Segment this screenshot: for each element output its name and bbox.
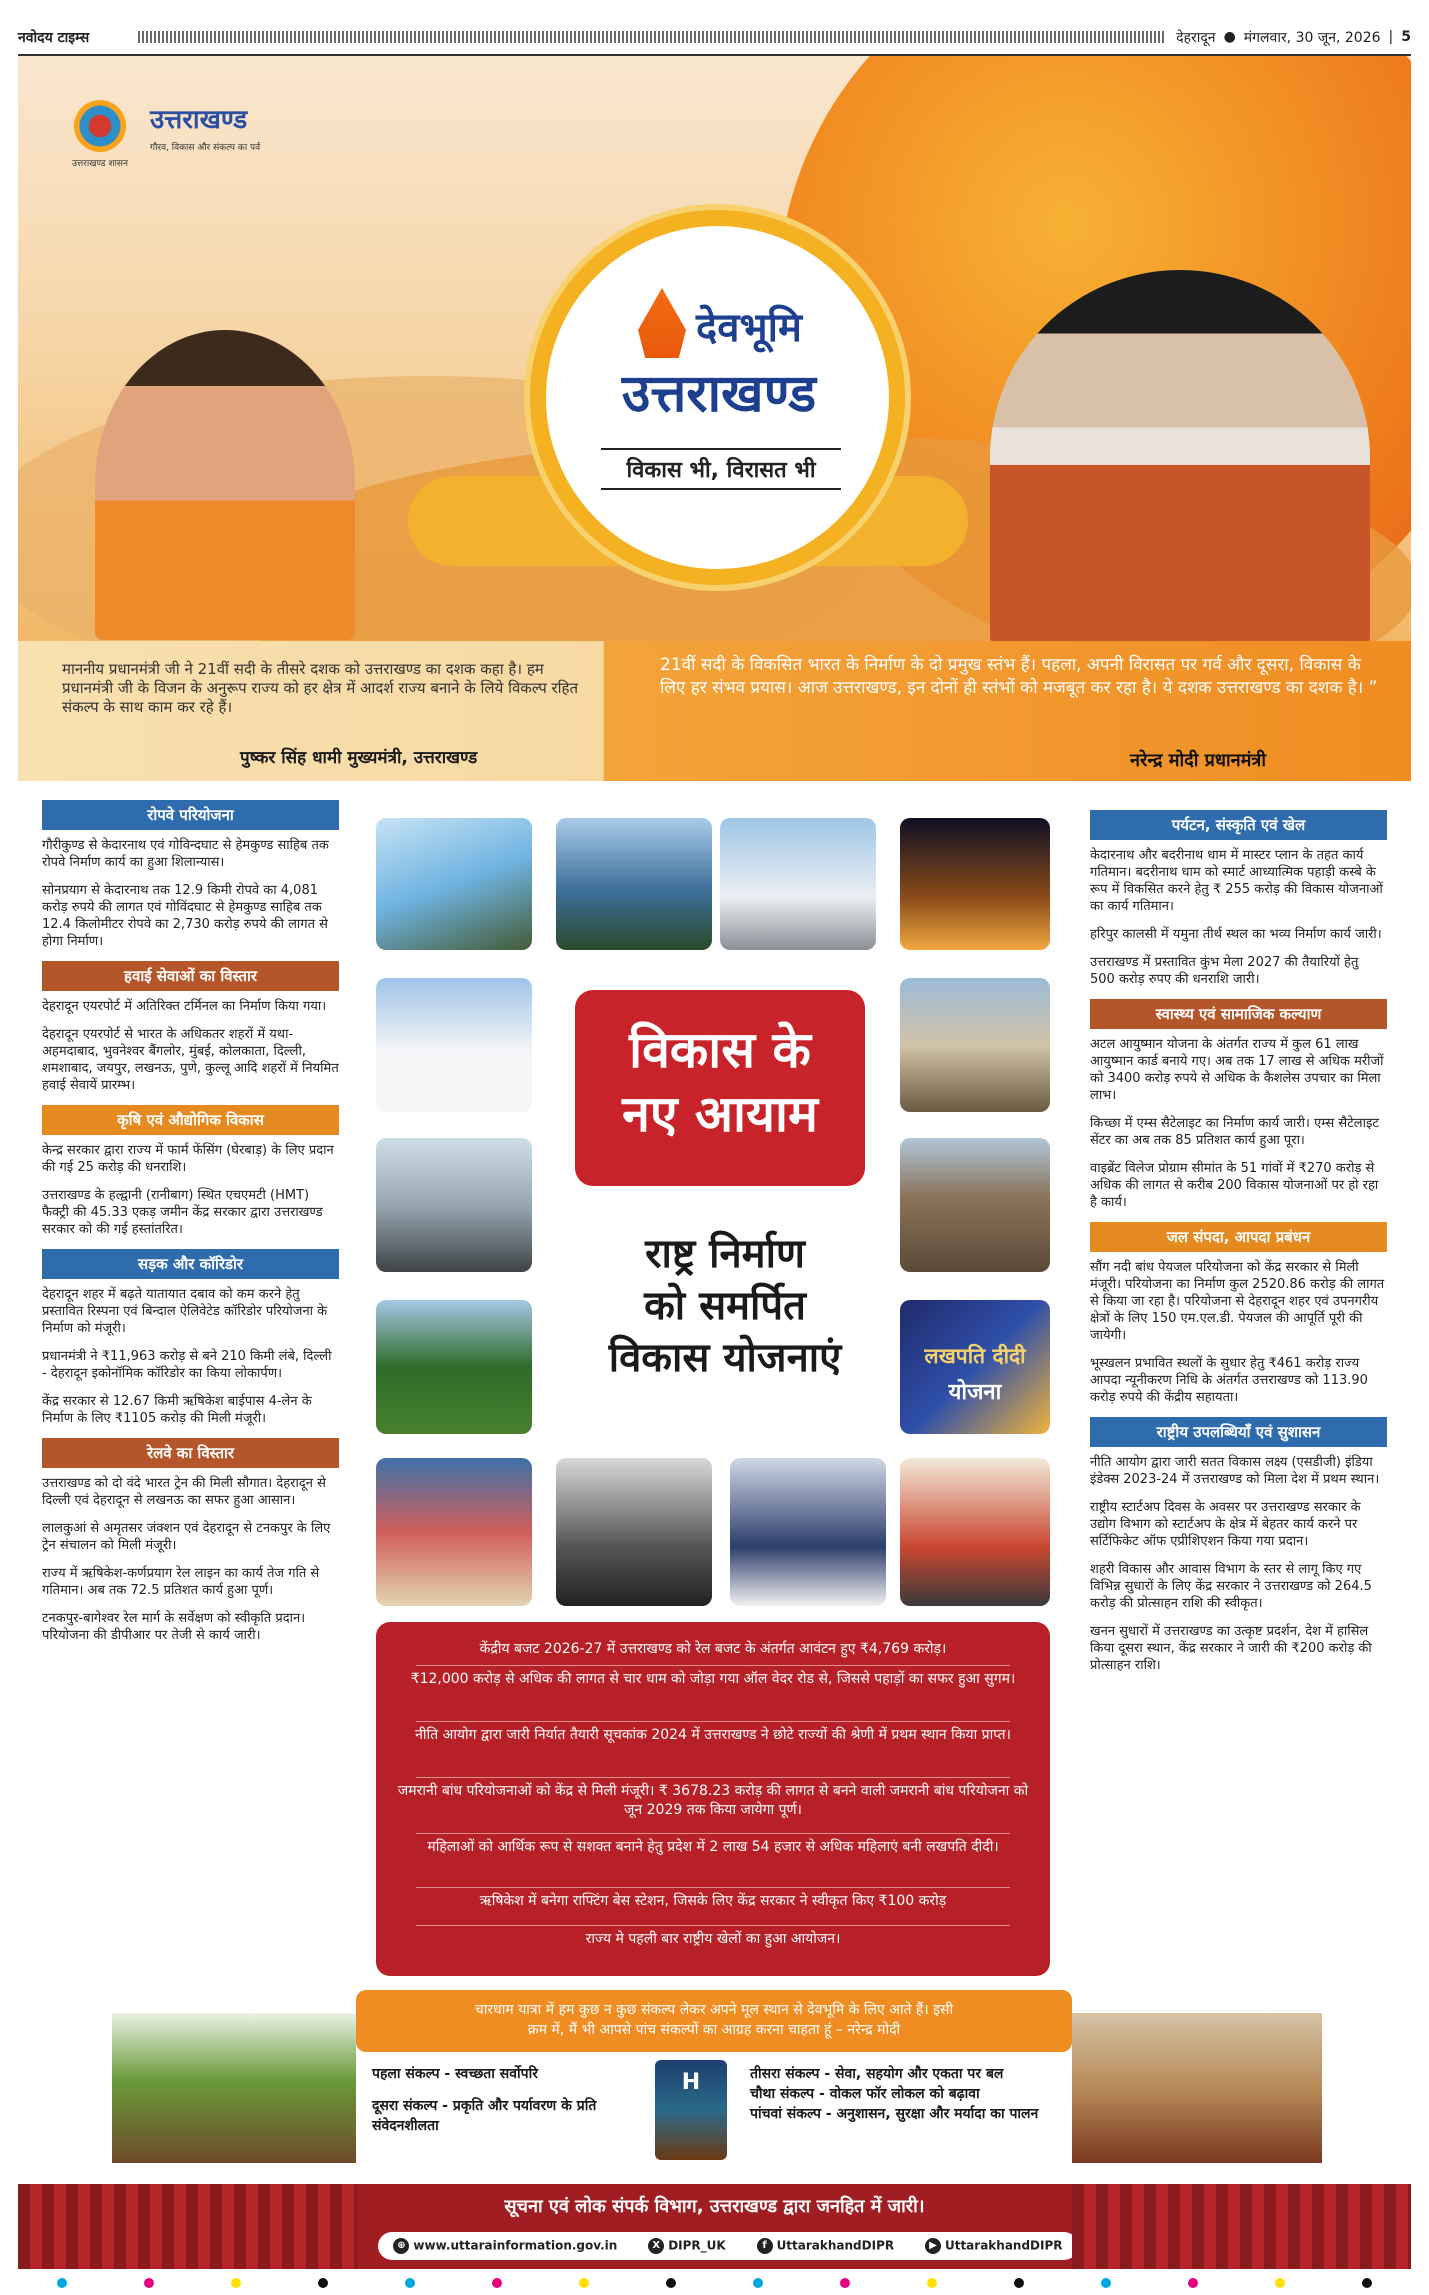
lakhpati-title: लखपति दीदी [924, 1344, 1026, 1368]
section-heading: रोपवे परियोजना [42, 800, 339, 830]
film-camera-photo [556, 1458, 712, 1606]
highlight-item: ऋषिकेश में बनेगा राफ्टिंग बेस स्टेशन, जिसके लिए केंद्र सरकार ने स्वीकृत किए ₹100 करोड़ [479, 1893, 947, 1909]
footer-pattern-left [18, 2184, 358, 2269]
section-paragraph: राज्य में ऋषिकेश-कर्णप्रयाग रेल लाइन का कार्य तेज गति से गतिमान। अब तक 72.5 प्रतिशत कार्य हुआ पूर्ण। [42, 1566, 320, 1598]
vikas-line2: नए आयाम [622, 1085, 818, 1143]
rashtra-headline [580, 1228, 870, 1384]
sankalp-2: दूसरा संकल्प - प्रकृति और पर्यावरण के प्रति संवेदनशीलता [372, 2098, 597, 2134]
farm-photo [376, 1300, 532, 1434]
sankalp-intro [356, 1990, 1072, 2052]
vande-bharat-train-photo [900, 1458, 1050, 1606]
x-link[interactable] [648, 2238, 726, 2254]
cm-signature: पुष्कर सिंह धामी मुख्यमंत्री, उत्तराखण्ड [240, 748, 478, 768]
temple-icon [638, 288, 686, 358]
kedarnath-photo [900, 978, 1050, 1112]
section-paragraph: वाइब्रेंट विलेज प्रोग्राम सीमांत के 51 गांवों में ₹270 करोड़ से अधिक की लागत से करीब 200 विकास योजनाओं पर हो रहा है कार्य। [1090, 1161, 1379, 1210]
planting-photo [112, 2013, 356, 2163]
rashtra-line1: राष्ट्र निर्माण [645, 1231, 805, 1277]
lakhpati-didi-label [900, 1300, 1050, 1434]
footer-pattern-right [1072, 2184, 1411, 2269]
gov-logo [60, 100, 140, 180]
facebook-handle: UttarakhandDIPR [776, 2238, 895, 2253]
section-paragraph: किच्छा में एम्स सैटेलाइट का निर्माण कार्य जारी। एम्स सैटेलाइट सेंटर का अब तक 85 प्रतिशत कार्य हुआ पूरा। [1090, 1116, 1379, 1148]
section-paragraph: उत्तराखण्ड में प्रस्तावित कुंभ मेला 2027 की तैयारियों हेतु 500 करोड़ रुपए की धनराशि जारी। [1090, 955, 1359, 987]
masthead [18, 22, 1411, 52]
sankalp-1: पहला संकल्प - स्वच्छता सर्वोपरि [372, 2066, 538, 2082]
section-paragraph: उत्तराखण्ड को दो वंदे भारत ट्रेन की मिली सौगात। देहरादून से दिल्ली एवं देहरादून से लखनऊ का सफर हुआ आसान। [42, 1476, 326, 1508]
hospital-photo [720, 818, 876, 950]
section-heading: सड़क और कॉरिडोर [42, 1249, 339, 1279]
globe-icon: ⊕ [393, 2238, 409, 2254]
section-paragraph: टनकपुर-बागेश्वर रेल मार्ग के सर्वेक्षण को स्वीकृति प्रदान। परियोजना की डीपीआर पर तेजी से कार्य जारी। [42, 1611, 306, 1643]
masthead-date: मंगलवार, 30 जून, 2026 [1243, 29, 1381, 46]
website-link[interactable] [393, 2238, 617, 2254]
website-text: www.uttarainformation.gov.in [413, 2238, 618, 2253]
pilgrims-photo [1072, 2013, 1322, 2163]
dot-separator: ● [1223, 29, 1236, 45]
page-number: 5 [1401, 29, 1411, 45]
facebook-link[interactable] [757, 2238, 895, 2254]
section-paragraph: खनन सुधारों में उत्तराखण्ड का उत्कृष्ट प्रदर्शन, देश में हासिल किया दूसरा स्थान, केंद्र सरकार ने जारी की ₹200 करोड़ की प्रोत्साहन राशि। [1090, 1624, 1372, 1673]
section-paragraph: उत्तराखण्ड के हल्द्वानी (रानीबाग) स्थित एचएमटी (HMT) फैक्ट्री की 45.33 एकड़ जमीन केंद्र सरकार द्वारा उत्तराखण्ड सरकार को की गई हस्तांतरित। [42, 1188, 323, 1237]
youtube-link[interactable] [925, 2238, 1063, 2254]
section-paragraph: सोनप्रयाग से केदारनाथ तक 12.9 किमी रोपवे का 4,081 करोड़ रुपये की लागत एवं गोविंदघाट से हेमकुण्ड साहिब तक 12.4 किलोमीटर रोपवे का 2,730 करोड़ रुपये की लागत से होगा निर्माण। [42, 883, 328, 949]
lakhpati-subtitle: योजना [948, 1380, 1002, 1405]
section-paragraph: केदारनाथ और बदरीनाथ धाम में मास्टर प्लान के तहत कार्य गतिमान। बदरीनाथ धाम को स्मार्ट आध्यात्मिक पहाड़ी कस्बे के रूप में विकसित करने हेतु ₹ 255 करोड़ की विकास योजनाओं का कार्य गतिमान। [1090, 848, 1383, 914]
highlight-divider [416, 1777, 1010, 1778]
right-column [1090, 810, 1387, 1685]
section-paragraph: सौंग नदी बांध पेयजल परियोजना को केंद्र सरकार से मिली मंजूरी। परियोजना का निर्माण कुल 2520.86 करोड़ की लागत से किया जा रहा है। परियोजना से देहरादून शहर एवं उपनगरीय क्षेत्रों के लिए 150 एम.एल.डी. पेयजल की आपूर्ति पूरी की जायेगी। [1090, 1260, 1385, 1343]
vikas-headline [575, 990, 865, 1186]
product-label: H [681, 2070, 701, 2095]
sankalp-4: चौथा संकल्प - वोकल फॉर लोकल को बढ़ावा [750, 2086, 980, 2102]
highlight-divider [416, 1833, 1010, 1834]
section-heading: पर्यटन, संस्कृति एवं खेल [1090, 810, 1387, 840]
skiing-photo [376, 978, 532, 1112]
section-paragraph: गौरीकुण्ड से केदारनाथ एवं गोविन्दघाट से हेमकुण्ड साहिब तक रोपवे निर्माण कार्य का हुआ शिलान्यास। [42, 838, 329, 870]
highlight-item: केंद्रीय बजट 2026-27 में उत्तराखण्ड को रेल बजट के अंतर्गत आवंटन हुए ₹4,769 करोड़। [479, 1641, 947, 1657]
facebook-icon: f [757, 2238, 773, 2254]
prime-minister-photo [990, 270, 1370, 645]
highlight-divider [416, 1665, 1010, 1666]
highlight-divider [416, 1925, 1010, 1926]
sankalp-intro-line2: क्रम में, मैं भी आपसे पांच संकल्पों का आग्रह करना चाहता हूं – नरेन्द्र मोदी [527, 2022, 901, 2038]
x-icon: X [648, 2238, 664, 2254]
section-paragraph: राष्ट्रीय स्टार्टअप दिवस के अवसर पर उत्तराखण्ड सरकार के उद्योग विभाग को स्टार्टअप के क्षेत्र में बेहतर कार्य करने पर सर्टिफिकेट ऑफ एप्रीशिएशन किया गया प्रदान। [1090, 1500, 1361, 1549]
highway-photo [376, 1138, 532, 1272]
lake-photo [556, 818, 712, 950]
section-heading: हवाई सेवाओं का विस्तार [42, 961, 339, 991]
section-paragraph: लालकुआं से अमृतसर जंक्शन एवं देहरादून से टनकपुर के लिए ट्रेन संचालन को मिली मंजूरी। [42, 1521, 331, 1553]
pm-quote: 21वीं सदी के विकसित भारत के निर्माण के दो प्रमुख स्तंभ हैं। पहला, अपनी विरासत पर गर्व और दूसरा, विकास के लिए हर संभव प्रयास। आज उत्तराखण्ड, इन दोनों ही स्तंभों को मजबूत कर रहा है। ये दशक उत्तराखण्ड का दशक है। ” [660, 655, 1378, 698]
highlight-item: महिलाओं को आर्थिक रूप से सशक्त बनाने हेतु प्रदेश में 2 लाख 54 हजार से अधिक महिलाएं बनी लखपति दीदी। [427, 1839, 999, 1855]
section-paragraph: देहरादून शहर में बढ़ते यातायात दबाव को कम करने हेतु प्रस्तावित रिस्पना एवं बिन्दाल ऐलिवेटेड कॉरिडोर परियोजना के निर्माण को मंजूरी। [42, 1287, 328, 1336]
hero-tagline: विकास भी, विरासत भी [601, 448, 841, 490]
rashtra-line2: को समर्पित [644, 1283, 806, 1329]
chief-minister-photo [95, 330, 355, 640]
highlight-divider [416, 1721, 1010, 1722]
section-heading: कृषि एवं औद्योगिक विकास [42, 1105, 339, 1135]
sankalp-intro-line1: चारधाम यात्रा में हम कुछ न कुछ संकल्प लेकर अपने मूल स्थान से देवभूमि के लिए आते हैं। इसी [474, 2002, 954, 2018]
youth-photo [730, 1458, 886, 1606]
section-paragraph: देहरादून एयरपोर्ट में अतिरिक्त टर्मिनल का निर्माण किया गया। [42, 999, 327, 1014]
highlight-divider [416, 1887, 1010, 1888]
local-product-image [655, 2060, 727, 2160]
sankalp-list-left [372, 2064, 647, 2136]
brand-wordmark: उत्तराखण्ड [150, 105, 248, 135]
wrestling-photo [376, 1458, 532, 1606]
section-heading: रेलवे का विस्तार [42, 1438, 339, 1468]
masthead-city: देहरादून [1176, 29, 1216, 46]
section-paragraph: केंद्र सरकार से 12.67 किमी ऋषिकेश बाईपास 4-लेन के निर्माण के लिए ₹1105 करोड़ की मिली मंजूरी। [42, 1394, 312, 1426]
youtube-handle: UttarakhandDIPR [944, 2238, 1063, 2253]
vikas-line1: विकास के [629, 1021, 811, 1079]
section-heading: जल संपदा, आपदा प्रबंधन [1090, 1222, 1387, 1252]
left-column [42, 800, 339, 1655]
section-paragraph: अटल आयुष्मान योजना के अंतर्गत राज्य में कुल 61 लाख आयुष्मान कार्ड बनाये गए। अब तक 17 लाख से अधिक मरीजों को 3400 करोड़ रुपये से अधिक के कैशलेस उपचार का मिला लाभ। [1090, 1037, 1384, 1103]
sankalp-3: तीसरा संकल्प - सेवा, सहयोग और एकता पर बल [750, 2066, 1004, 2082]
state-emblem-icon [74, 100, 126, 152]
pipe-separator: | [1388, 29, 1394, 45]
section-paragraph: नीति आयोग द्वारा जारी सतत विकास लक्ष्य (एसडीजी) इंडिया इंडेक्स 2023-24 में उत्तराखण्ड को मिला देश में प्रथम स्थान। [1090, 1455, 1380, 1487]
hero-title-line2: उत्तराखण्ड [621, 364, 817, 424]
brand-logo [150, 100, 330, 180]
section-paragraph: हरिपुर कालसी में यमुना तीर्थ स्थल का भव्य निर्माण कार्य जारी। [1090, 927, 1382, 942]
highlight-item: ₹12,000 करोड़ से अधिक की लागत से चार धाम को जोड़ा गया ऑल वेदर रोड से, जिससे पहाड़ों का सफर हुआ सुगम। [410, 1671, 1016, 1687]
youtube-icon: ▶ [925, 2238, 941, 2254]
highlight-item: नीति आयोग द्वारा जारी निर्यात तैयारी सूचकांक 2024 में उत्तराखण्ड ने छोटे राज्यों की श्रेणी में प्रथम स्थान किया प्राप्त। [415, 1727, 1011, 1743]
hero-emblem [530, 210, 905, 585]
paper-name: नवोदय टाइम्स [18, 29, 90, 46]
footer-links [378, 2232, 1078, 2260]
section-paragraph: शहरी विकास और आवास विभाग के स्तर से लागू किए गए विभिन्न सुधारों के लिए केंद्र सरकार ने उत्तराखण्ड को 264.5 करोड़ की प्रोत्साहन राशि की स्वीकृत। [1090, 1562, 1372, 1611]
section-paragraph: केन्द्र सरकार द्वारा राज्य में फार्म फेंसिंग (घेरबाड़) के लिए प्रदान की गई 25 करोड़ की धनराशि। [42, 1143, 334, 1175]
highlights-box [376, 1622, 1050, 1976]
sankalp-list-right [750, 2064, 1070, 2124]
x-handle: DIPR_UK [668, 2238, 726, 2253]
aarti-photo [900, 818, 1050, 950]
temple-photo [900, 1138, 1050, 1272]
pm-signature: नरेन्द्र मोदी प्रधानमंत्री [1130, 750, 1266, 771]
footer-notice: सूचना एवं लोक संपर्क विभाग, उत्तराखण्ड द्वारा जनहित में जारी। [504, 2196, 925, 2217]
sankalp-5: पांचवां संकल्प - अनुशासन, सुरक्षा और मर्यादा का पालन [750, 2106, 1039, 2122]
section-paragraph: देहरादून एयरपोर्ट से भारत के अधिकतर शहरों में यथा-अहमदाबाद, भुवनेश्वर बैंगलोर, मुंबई, कोलकाता, दिल्ली, शमशाबाद, जयपुर, लखनऊ, पुणे, कुल्लू आदि शहरों में नियमित हवाई सेवायें प्रारम्भ। [42, 1027, 339, 1093]
gov-logo-caption: उत्तराखण्ड शासन [71, 159, 128, 169]
ropeway-photo [376, 818, 532, 950]
hero-title-line1: देवभूमि [696, 305, 802, 351]
highlight-item: राज्य मे पहली बार राष्ट्रीय खेलों का हुआ आयोजन। [585, 1931, 841, 1947]
masthead-rule [138, 31, 1166, 43]
registration-marks [18, 2276, 1411, 2290]
cm-quote: माननीय प्रधानमंत्री जी ने 21वीं सदी के तीसरे दशक को उत्तराखण्ड का दशक कहा है। हम प्रधानमंत्री जी के विजन के अनुरूप राज्य को हर क्षेत्र में आदर्श राज्य बनाने के लिये विकल्प रहित संकल्प के साथ काम कर रहे हैं। [62, 660, 579, 716]
brand-tagline: गौरव, विकास और संकल्प का पर्व [150, 143, 261, 153]
highlight-item: जमरानी बांध परियोजनाओं को केंद्र से मिली मंजूरी। ₹ 3678.23 करोड़ की लागत से बनने वाली जमरानी बांध परियोजना को जून 2029 तक किया जायेगा पूर्ण। [397, 1783, 1029, 1818]
rashtra-line3: विकास योजनाएं [608, 1335, 842, 1381]
section-paragraph: प्रधानमंत्री ने ₹11,963 करोड़ से बने 210 किमी लंबे, दिल्ली - देहरादून इकोनॉमिक कॉरिडोर का किया लोकार्पण। [42, 1349, 332, 1381]
section-paragraph: भूस्खलन प्रभावित स्थलों के सुधार हेतु ₹461 करोड़ राज्य आपदा न्यूनीकरण निधि के अंतर्गत उत्तराखण्ड को 113.90 करोड़ रुपये की केंद्रीय सहायता। [1090, 1356, 1368, 1405]
section-heading: स्वास्थ्य एवं सामाजिक कल्याण [1090, 999, 1387, 1029]
section-heading: राष्ट्रीय उपलब्धियाँ एवं सुशासन [1090, 1417, 1387, 1447]
